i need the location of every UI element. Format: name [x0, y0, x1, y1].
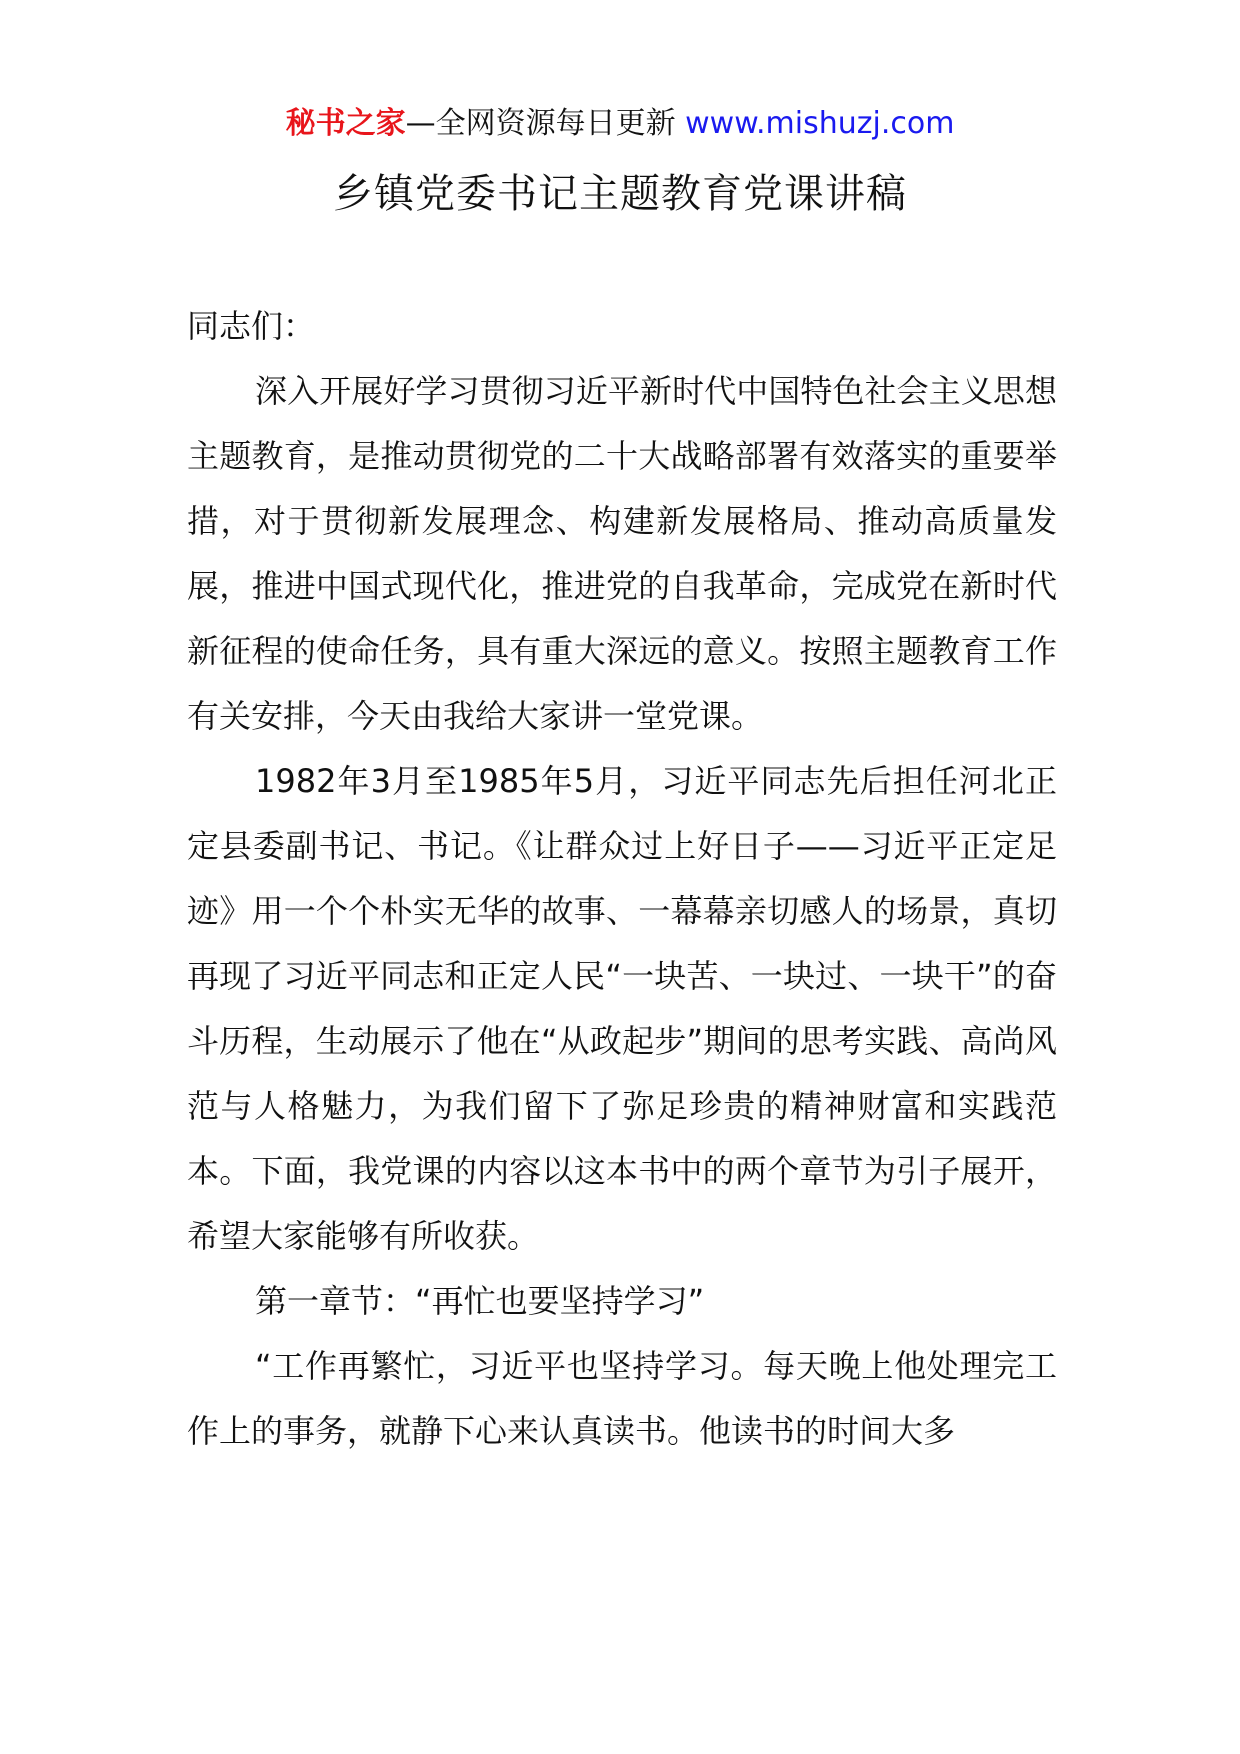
document-body [187, 294, 1057, 1464]
paragraph: 深入开展好学习贯彻习近平新时代中国特色社会主义思想主题教育，是推动贯彻党的二十大战略部署有效落实的重要举措，对于贯彻新发展理念、构建新发展格局、推动高质量发展，推进中国式现代化，推进党的自我革命，完成党在新时代新征程的使命任务，具有重大深远的意义。按照主题教育工作有关安排，今天由我给大家讲一堂党课。 [187, 372, 1057, 735]
site-header [0, 100, 1240, 148]
document-title: 乡镇党委书记主题教育党课讲稿 [333, 171, 907, 217]
header-tagline: —全网资源每日更新 [405, 106, 686, 141]
paragraph: “工作再繁忙，习近平也坚持学习。每天晚上他处理完工作上的事务，就静下心来认真读书。他读书的时间大多 [187, 1347, 1057, 1450]
paragraph: 1982年3月至1985年5月，习近平同志先后担任河北正定县委副书记、书记。《让群众过上好日子——习近平正定足迹》用一个个朴实无华的故事、一幕幕亲切感人的场景，真切再现了习近平同志和正定人民“一块苦、一块过、一块干”的奋斗历程，生动展示了他在“从政起步”期间的思考实践、高尚风范与人格魅力，为我们留下了弥足珍贵的精神财富和实践范本。下面，我党课的内容以这本书中的两个章节为引子展开，希望大家能够有所收获。 [187, 762, 1057, 1255]
site-url-link[interactable]: www.mishuzj.com [685, 106, 955, 141]
brand-name: 秘书之家 [285, 106, 406, 141]
salutation: 同志们： [187, 307, 316, 345]
section-heading: 第一章节：“再忙也要坚持学习” [255, 1282, 705, 1320]
